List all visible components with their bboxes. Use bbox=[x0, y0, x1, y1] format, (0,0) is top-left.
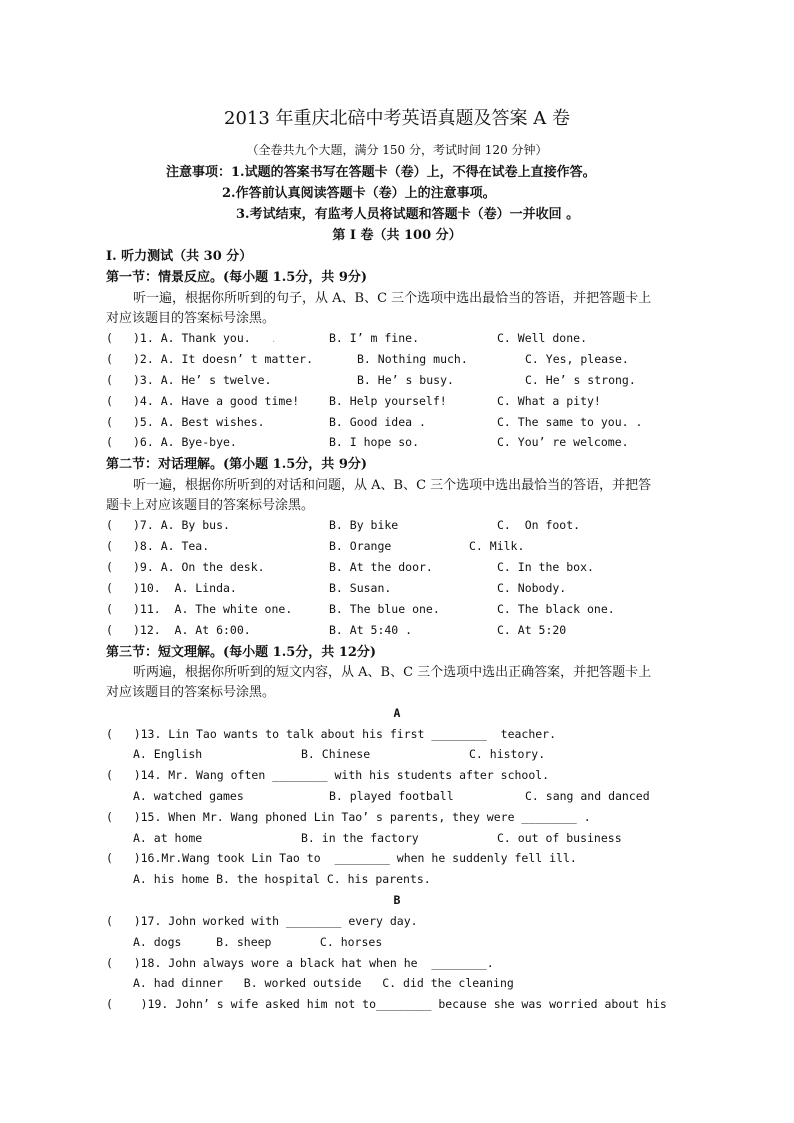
question-4-option-c: C. What a pity! bbox=[497, 394, 601, 408]
passage-b-label: B bbox=[393, 893, 401, 907]
question-2: )2. A. It doesn’ t matter. bbox=[133, 352, 314, 366]
question-8: )8. A. Tea. bbox=[133, 539, 210, 553]
question-8-option-c: C. Milk. bbox=[469, 539, 525, 553]
section2-heading: 第二节：对话理解。(第小题 1.5分，共 9分) bbox=[106, 457, 368, 472]
question-10: )10. A. Linda. bbox=[133, 581, 237, 595]
question-2-option-b: B. Nothing much. bbox=[357, 352, 468, 366]
question-14-option-c: C. sang and danced bbox=[525, 789, 650, 803]
question-7: )7. A. By bus. bbox=[133, 518, 230, 532]
question-6-option-b: B. I hope so. bbox=[329, 435, 420, 449]
question-15-option-c: C. out of business bbox=[497, 831, 622, 845]
passage-a-label: A bbox=[393, 706, 401, 720]
mark-dot: . bbox=[272, 334, 276, 345]
question-17-options: A. dogs B. sheep C. horses bbox=[133, 935, 383, 949]
question-1-option-b: B. I’ m fine. bbox=[329, 331, 420, 345]
answer-paren: ( bbox=[106, 623, 113, 637]
answer-paren: ( bbox=[106, 539, 113, 553]
section1-instruction-1: 听一遍，根据你所听到的句子，从 A、B、C 三个选项中选出最恰当的答语，并把答题卡上 bbox=[133, 291, 652, 306]
question-14: ( )14. Mr. Wang often ________ with his students after school. bbox=[106, 768, 550, 782]
question-1: )1. A. Thank you. bbox=[133, 331, 251, 345]
question-14-option-a: A. watched games bbox=[133, 789, 244, 803]
page-title: 2013 年重庆北碚中考英语真题及答案 A 卷 bbox=[224, 108, 570, 129]
answer-paren: ( bbox=[106, 560, 113, 574]
answer-paren: ( bbox=[106, 435, 113, 449]
question-4-option-b: B. Help yourself! bbox=[329, 394, 447, 408]
section3-instruction-1: 听两遍，根据你所听到的短文内容，从 A、B、C 三个选项中选出正确答案，并把答题卡上 bbox=[133, 665, 652, 680]
question-7-option-c: C. On foot. bbox=[497, 518, 581, 532]
section2-instruction-2: 题卡上对应该题目的答案标号涂黑。 bbox=[106, 498, 315, 513]
section3-heading: 第三节：短文理解。(每小题 1.5分，共 12分) bbox=[106, 645, 377, 660]
question-13: ( )13. Lin Tao wants to talk about his first ________ teacher. bbox=[106, 727, 557, 741]
answer-paren: ( bbox=[106, 331, 113, 345]
question-9-option-b: B. At the door. bbox=[329, 560, 433, 574]
question-18-options: A. had dinner B. worked outside C. did the cleaning bbox=[133, 976, 514, 990]
section2-instruction-1: 听一遍，根据你所听到的对话和问题，从 A、B、C 三个选项中选出最恰当的答语，并把答 bbox=[133, 478, 652, 493]
answer-paren: ( bbox=[106, 352, 113, 366]
question-11-option-b: B. The blue one. bbox=[329, 602, 440, 616]
answer-paren: ( bbox=[106, 394, 113, 408]
section1-heading: 第一节：情景反应。(每小题 1.5分，共 9分) bbox=[106, 270, 368, 285]
question-11: )11. A. The white one. bbox=[133, 602, 293, 616]
answer-paren: ( bbox=[106, 518, 113, 532]
question-7-option-b: B. By bike bbox=[329, 518, 399, 532]
part-title: 第 I 卷（共 100 分） bbox=[332, 228, 462, 243]
question-8-option-b: B. Orange bbox=[329, 539, 392, 553]
question-12-option-c: C. At 5:20 bbox=[497, 623, 567, 637]
section-main: I. 听力测试（共 30 分） bbox=[106, 249, 253, 264]
question-16-options: A. his home B. the hospital C. his parents. bbox=[133, 872, 431, 886]
question-9-option-c: C. In the box. bbox=[497, 560, 594, 574]
question-12: )12. A. At 6:00. bbox=[133, 623, 251, 637]
note-1: 注意事项：1.试题的答案书写在答题卡（卷）上，不得在试卷上直接作答。 bbox=[166, 165, 596, 180]
question-18: ( )18. John always wore a black hat when he ________. bbox=[106, 956, 494, 970]
question-16: ( )16.Mr.Wang took Lin Tao to ________ when he suddenly fell ill. bbox=[106, 851, 577, 865]
question-5-option-c: C. The same to you. . bbox=[497, 415, 643, 429]
question-6-option-c: C. You’ re welcome. bbox=[497, 435, 629, 449]
question-19: ( )19. John’ s wife asked him not to________ because she was worried about his bbox=[106, 997, 667, 1011]
question-10-option-b: B. Susan. bbox=[329, 581, 392, 595]
question-14-option-b: B. played football bbox=[329, 789, 454, 803]
exam-info: （全卷共九个大题，满分 150 分，考试时间 120 分钟） bbox=[246, 143, 548, 157]
answer-paren: ( bbox=[106, 602, 113, 616]
question-2-option-c: C. Yes, please. bbox=[525, 352, 629, 366]
question-10-option-c: C. Nobody. bbox=[497, 581, 567, 595]
question-3-option-b: B. He’ s busy. bbox=[357, 373, 454, 387]
question-15-option-b: B. in the factory bbox=[301, 831, 419, 845]
question-17: ( )17. John worked with ________ every day. bbox=[106, 914, 418, 928]
note-3: 3.考试结束，有监考人员将试题和答题卡（卷）一并收回 。 bbox=[236, 207, 580, 222]
question-9: )9. A. On the desk. bbox=[133, 560, 265, 574]
question-3-option-c: C. He’ s strong. bbox=[525, 373, 636, 387]
question-15-option-a: A. at home bbox=[133, 831, 203, 845]
section3-instruction-2: 对应该题目的答案标号涂黑。 bbox=[106, 685, 276, 700]
question-12-option-b: B. At 5:40 . bbox=[329, 623, 413, 637]
question-6: )6. A. Bye-bye. bbox=[133, 435, 237, 449]
answer-paren: ( bbox=[106, 373, 113, 387]
question-5-option-b: B. Good idea . bbox=[329, 415, 426, 429]
question-1-option-c: C. Well done. bbox=[497, 331, 588, 345]
question-13-option-a: A. English bbox=[133, 747, 203, 761]
question-11-option-c: C. The black one. bbox=[497, 602, 615, 616]
question-3: )3. A. He’ s twelve. bbox=[133, 373, 272, 387]
question-5: )5. A. Best wishes. bbox=[133, 415, 265, 429]
note-2: 2.作答前认真阅读答题卡（卷）上的注意事项。 bbox=[222, 186, 496, 201]
question-13-option-b: B. Chinese bbox=[301, 747, 371, 761]
question-4: )4. A. Have a good time! bbox=[133, 394, 300, 408]
question-15: ( )15. When Mr. Wang phoned Lin Tao’ s parents, they were ________ . bbox=[106, 810, 591, 824]
answer-paren: ( bbox=[106, 415, 113, 429]
answer-paren: ( bbox=[106, 581, 113, 595]
section1-instruction-2: 对应该题目的答案标号涂黑。 bbox=[106, 311, 276, 326]
question-13-option-c: C. history. bbox=[469, 747, 546, 761]
